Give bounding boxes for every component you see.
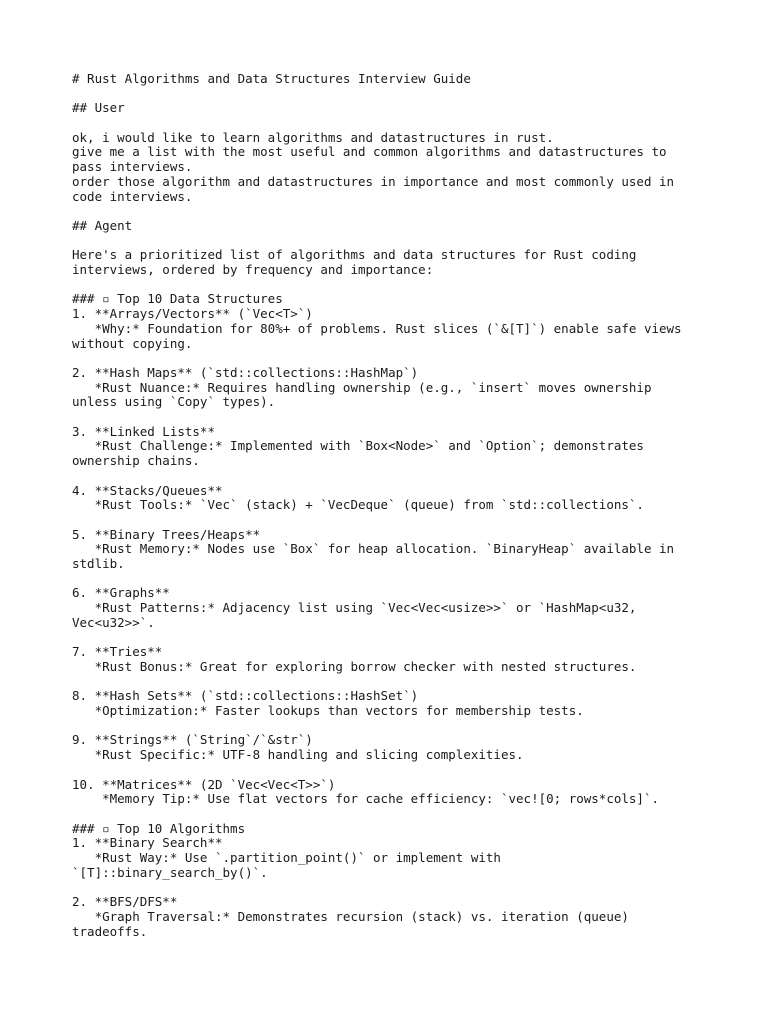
- list-item-note: *Optimization:* Faster lookups than vectors for membership tests.: [72, 703, 584, 719]
- blank-line: [72, 675, 712, 690]
- text-line: give me a list with the most useful and common algorithms and datastructures to: [72, 144, 667, 160]
- list-item: 7. **Tries**: [72, 644, 163, 660]
- section-heading: ### ▫ Top 10 Data Structures: [72, 291, 283, 307]
- list-item-note: *Rust Patterns:* Adjacency list using `Vec<Vec<usize>>` or `HashMap<u32,: [72, 600, 637, 616]
- text-line: ownership chains.: [72, 453, 200, 469]
- text-line: unless using `Copy` types).: [72, 394, 276, 410]
- blank-line: [72, 116, 712, 131]
- blank-line: [72, 719, 712, 734]
- text-line: Vec<u32>>`.: [72, 614, 155, 630]
- list-item: 3. **Linked Lists**: [72, 423, 215, 439]
- blank-line: [72, 513, 712, 528]
- blank-line: [72, 807, 712, 822]
- list-item-note: *Rust Nuance:* Requires handling ownership (e.g., `insert` moves ownership: [72, 379, 652, 395]
- text-line: `[T]::binary_search_by()`.: [72, 864, 268, 880]
- list-item: 9. **Strings** (`String`/`&str`): [72, 732, 313, 748]
- blank-line: [72, 572, 712, 587]
- text-line: interviews, ordered by frequency and importance:: [72, 262, 434, 278]
- list-item: 6. **Graphs**: [72, 585, 170, 601]
- blank-line: [72, 351, 712, 366]
- list-item: 2. **Hash Maps** (`std::collections::HashMap`): [72, 364, 419, 380]
- document-page: [72, 72, 712, 939]
- blank-line: [72, 631, 712, 646]
- list-item: 4. **Stacks/Queues**: [72, 482, 223, 498]
- list-item-note: *Rust Tools:* `Vec` (stack) + `VecDeque` (queue) from `std::collections`.: [72, 497, 644, 513]
- list-item-note: *Graph Traversal:* Demonstrates recursion (stack) vs. iteration (queue): [72, 908, 629, 924]
- list-item: 2. **BFS/DFS**: [72, 894, 178, 910]
- text-line: without copying.: [72, 335, 193, 351]
- text-line: tradeoffs.: [72, 923, 148, 939]
- blank-line: [72, 469, 712, 484]
- list-item-note: *Rust Way:* Use `.partition_point()` or implement with: [72, 850, 501, 866]
- list-item: 10. **Matrices** (2D `Vec<Vec<T>>`): [72, 776, 336, 792]
- blank-line: [72, 87, 712, 102]
- blank-line: [72, 763, 712, 778]
- list-item: 5. **Binary Trees/Heaps**: [72, 526, 261, 542]
- list-item-note: *Why:* Foundation for 80%+ of problems. Rust slices (`&[T]`) enable safe views: [72, 320, 682, 336]
- text-line: ok, i would like to learn algorithms and datastructures in rust.: [72, 129, 554, 145]
- text-line: Here's a prioritized list of algorithms and data structures for Rust coding: [72, 247, 637, 263]
- list-item: 1. **Arrays/Vectors** (`Vec<T>`): [72, 306, 313, 322]
- list-item-note: *Rust Memory:* Nodes use `Box` for heap allocation. `BinaryHeap` available in: [72, 541, 675, 557]
- section-heading: ### ▫ Top 10 Algorithms: [72, 820, 246, 836]
- list-item-note: *Rust Specific:* UTF-8 handling and slicing complexities.: [72, 747, 524, 763]
- text-line: order those algorithm and datastructures in importance and most commonly used in: [72, 173, 675, 189]
- blank-line: [72, 204, 712, 219]
- text-line: stdlib.: [72, 556, 125, 572]
- text-line: pass interviews.: [72, 159, 193, 175]
- text-line: *Memory Tip:* Use flat vectors for cache efficiency: `vec![0; rows*cols]`.: [72, 791, 660, 807]
- list-item-note: *Rust Challenge:* Implemented with `Box<Node>` and `Option`; demonstrates: [72, 438, 644, 454]
- blank-line: [72, 410, 712, 425]
- list-item: 1. **Binary Search**: [72, 835, 223, 851]
- subheading: ## Agent: [72, 217, 133, 233]
- blank-line: [72, 234, 712, 249]
- subheading: ## User: [72, 100, 125, 116]
- text-line: code interviews.: [72, 188, 193, 204]
- list-item: 8. **Hash Sets** (`std::collections::HashSet`): [72, 688, 419, 704]
- list-item-note: *Rust Bonus:* Great for exploring borrow checker with nested structures.: [72, 658, 637, 674]
- document-title: # Rust Algorithms and Data Structures Interview Guide: [72, 71, 471, 86]
- blank-line: [72, 278, 712, 293]
- blank-line: [72, 880, 712, 895]
